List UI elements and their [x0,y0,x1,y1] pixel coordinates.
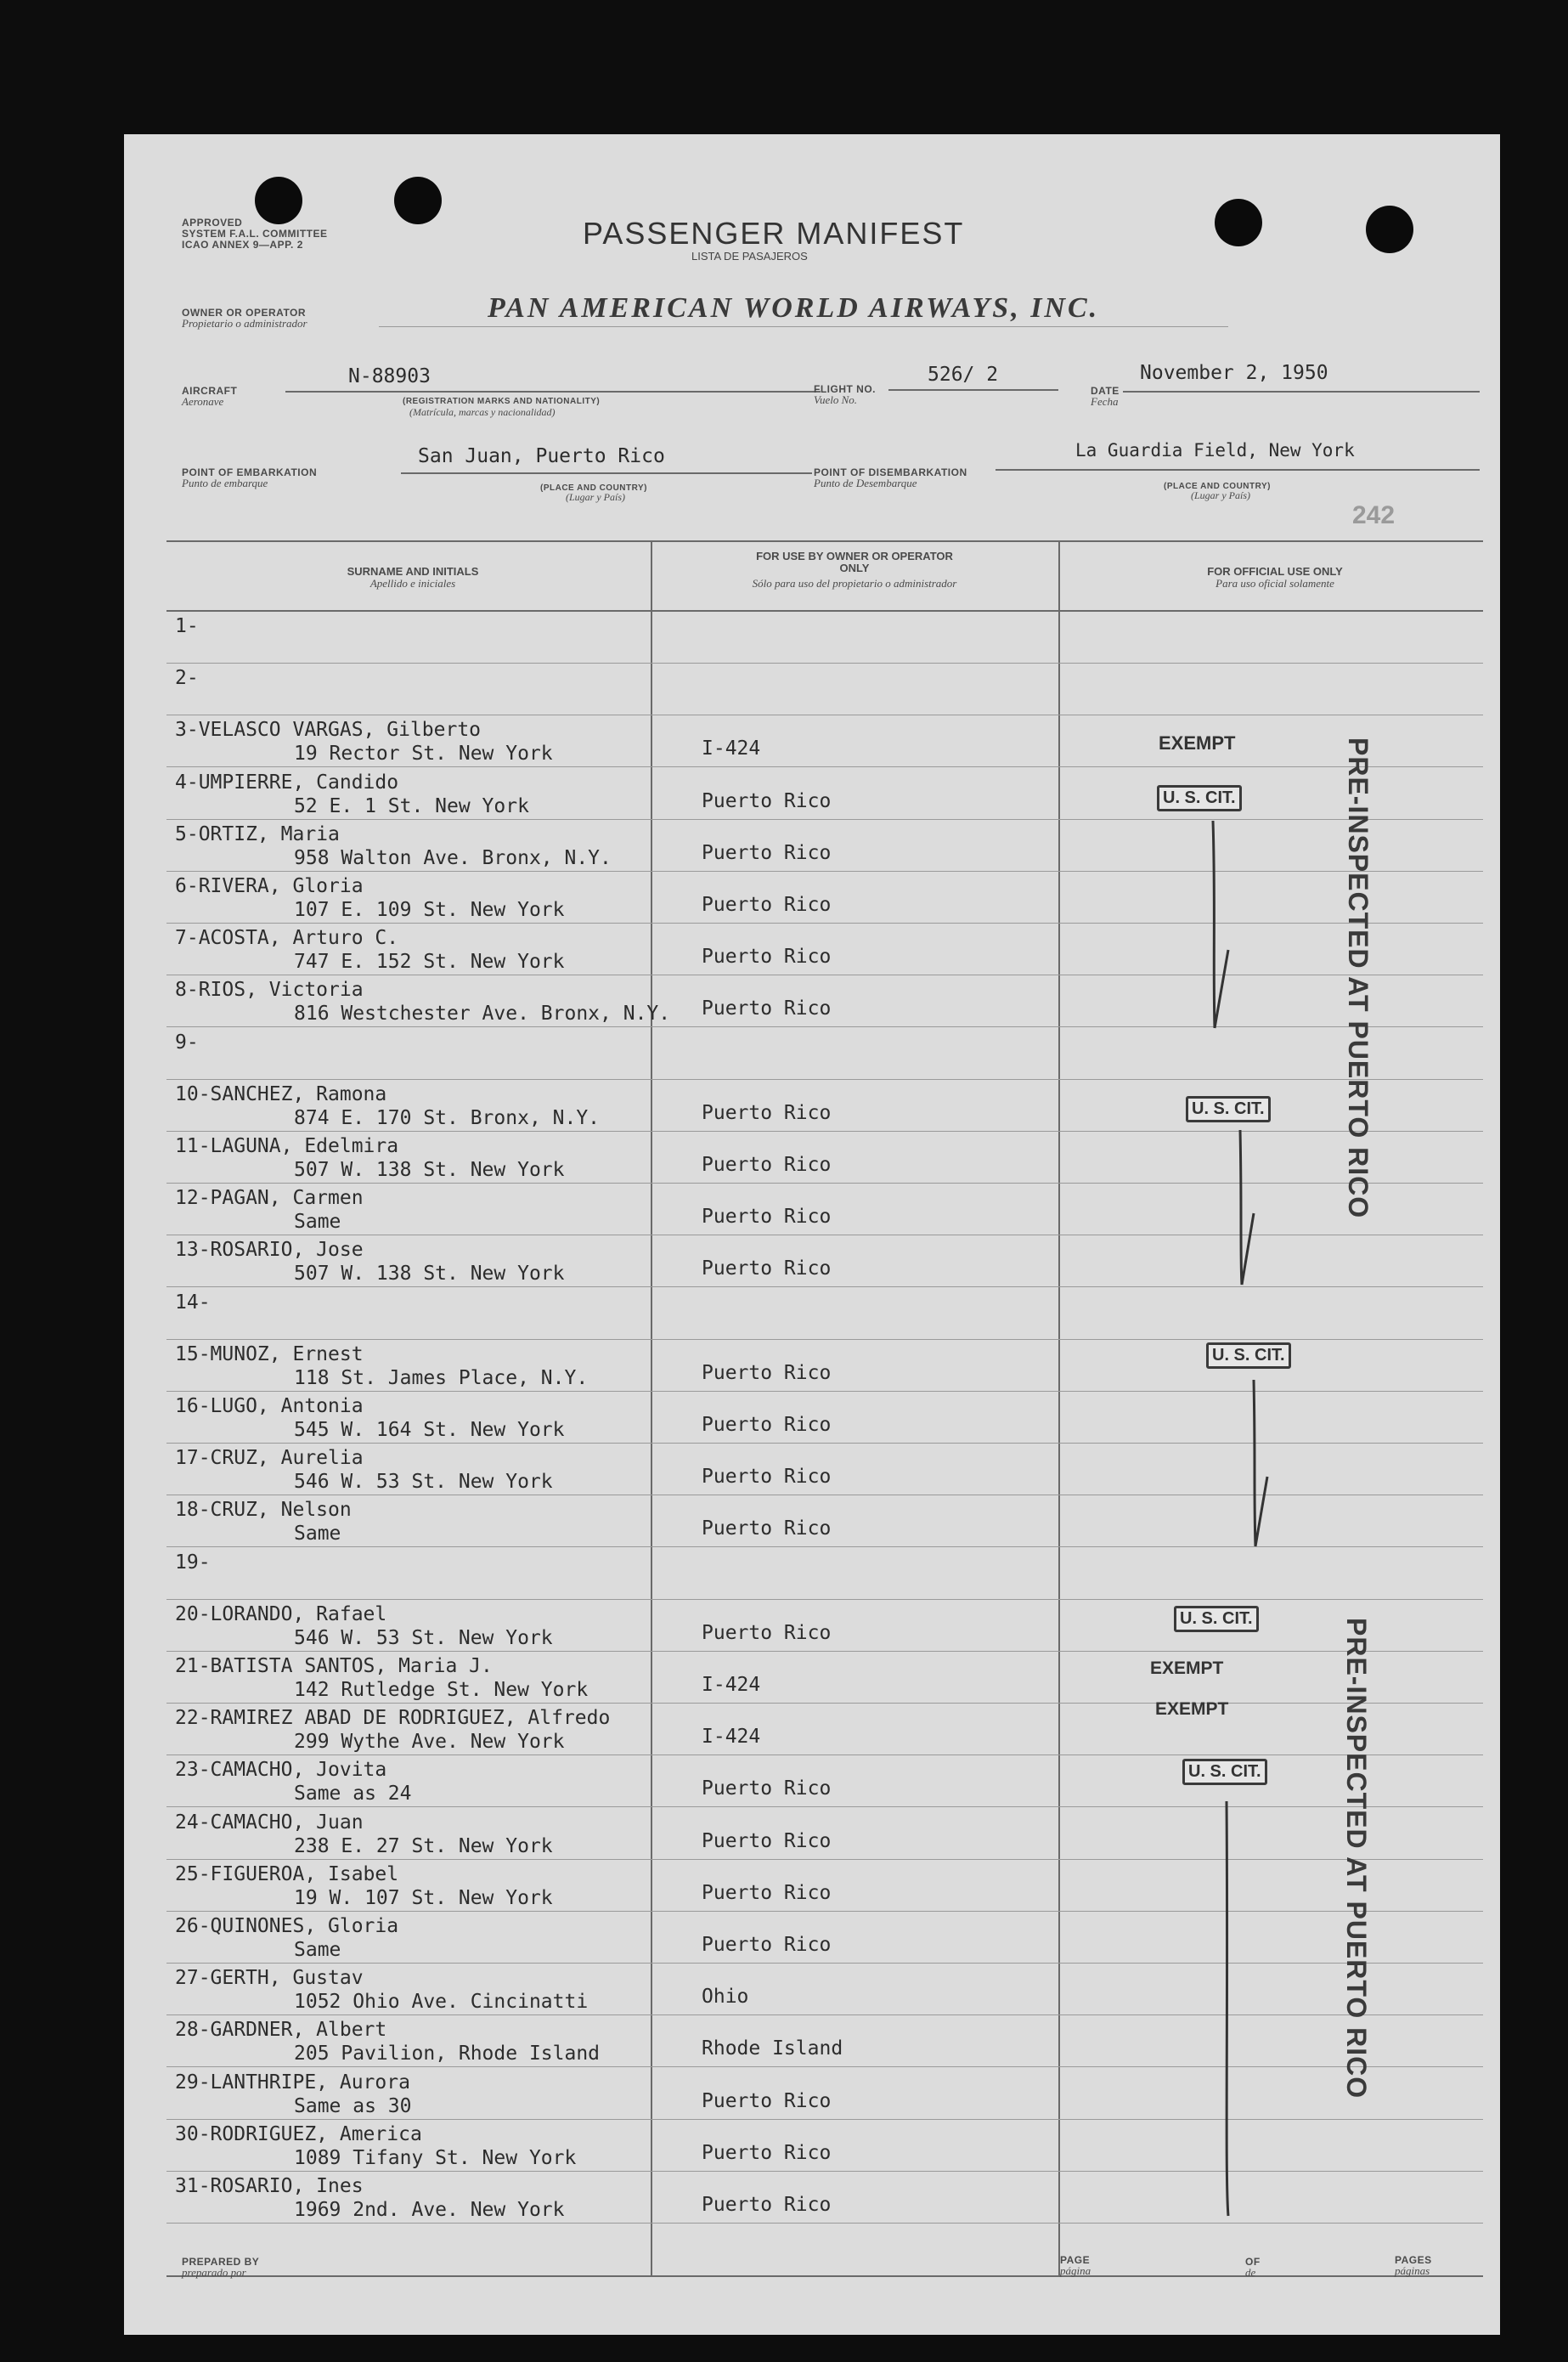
owner-label-es: Propietario o administrador [182,317,307,330]
page-label: PAGE [1060,2254,1091,2266]
passenger-origin: I-424 [702,1726,761,1749]
manifest-sheet [124,134,1500,2335]
aircraft-label: AIRCRAFT [182,385,238,397]
passenger-name: 5-ORTIZ, Maria [175,822,340,845]
passenger-name: 12-PAGAN, Carmen [175,1187,364,1210]
registration-label: (REGISTRATION MARKS AND NATIONALITY) [403,397,601,406]
passenger-origin: Puerto Rico [702,1517,832,1540]
flight-label: FLIGHT NO. [814,383,876,395]
passenger-name: 20-LORANDO, Rafael [175,1602,387,1625]
passenger-name: 31-ROSARIO, Ines [175,2175,364,2197]
us-cit-stamp: U. S. CIT. [1186,1096,1271,1122]
passenger-origin: Puerto Rico [702,1466,832,1489]
pages-label-es: páginas [1395,2264,1430,2277]
table-row [124,1028,1500,1079]
disembark-label: POINT OF DISEMBARKATION [814,466,967,478]
table-row [124,1495,1500,1546]
passenger-origin: Puerto Rico [702,1777,832,1800]
embark-place-label: (PLACE AND COUNTRY) [540,483,647,493]
us-cit-stamp: U. S. CIT. [1157,785,1242,811]
column-header-official: FOR OFFICIAL USE ONLY [1207,565,1343,578]
disembark-label-es: Punto de Desembarque [814,477,917,489]
passenger-name: 23-CAMACHO, Jovita [175,1759,387,1782]
passenger-name: 1- [175,615,199,637]
passenger-origin: Puerto Rico [702,2141,832,2164]
passenger-origin: Puerto Rico [702,1206,832,1229]
table-row [124,1912,1500,1963]
aircraft-value: N-88903 [348,365,431,387]
passenger-origin: Puerto Rico [702,1934,832,1956]
column-header-name: SURNAME AND INITIALS [347,565,479,578]
passenger-origin: Puerto Rico [702,1621,832,1644]
table-row [124,1548,1500,1599]
passenger-origin: Ohio [702,1986,749,2009]
passenger-name: 21-BATISTA SANTOS, Maria J. [175,1655,493,1677]
table-row [124,2015,1500,2066]
passenger-name: 22-RAMIREZ ABAD DE RODRIGUEZ, Alfredo [175,1707,611,1730]
aircraft-label-es: Aeronave [182,395,224,408]
passenger-origin: Puerto Rico [702,1101,832,1124]
passenger-address: 142 Rutledge St. New York [294,1679,589,1701]
disembark-place-label-es: (Lugar y País) [1191,489,1250,501]
passenger-address: 1089 Tifany St. New York [294,2146,577,2169]
passenger-address: Same [294,1523,341,1545]
approved-block [182,218,328,251]
of-label: OF [1245,2256,1261,2268]
passenger-name: 8-RIOS, Victoria [175,979,364,1002]
passenger-address: 747 E. 152 St. New York [294,951,565,974]
passenger-address: 816 Westchester Ave. Bronx, N.Y. [294,1003,671,1026]
passenger-address: 19 Rector St. New York [294,743,553,766]
passenger-address: Same as 24 [294,1783,412,1805]
passenger-address: 118 St. James Place, N.Y. [294,1366,589,1389]
airline-name: PAN AMERICAN WORLD AIRWAYS, INC. [488,292,1100,324]
preinspected-stamp: PRE-INSPECTED AT PUERTO RICO [1343,737,1373,1219]
table-row [124,664,1500,715]
passenger-origin: Puerto Rico [702,789,832,812]
table-row [124,2172,1500,2223]
passenger-origin: Puerto Rico [702,1154,832,1176]
preinspected-stamp: PRE-INSPECTED AT PUERTO RICO [1341,1618,1372,2099]
column-header-official-es: Para uso oficial solamente [1215,577,1334,590]
passenger-name: 3-VELASCO VARGAS, Gilberto [175,719,482,742]
date-value: November 2, 1950 [1140,362,1328,384]
embark-label-es: Punto de embarque [182,477,268,489]
passenger-name: 25-FIGUEROA, Isabel [175,1862,399,1885]
us-cit-stamp: U. S. CIT. [1206,1342,1291,1369]
passenger-address: Same [294,1211,341,1234]
passenger-origin: Puerto Rico [702,946,832,969]
table-row [124,715,1500,766]
passenger-origin: Puerto Rico [702,2089,832,2112]
passenger-origin: Puerto Rico [702,1257,832,1280]
table-row [124,1444,1500,1495]
page-label-es: página [1060,2264,1091,2277]
pages-label: PAGES [1395,2254,1432,2266]
table-row [124,1235,1500,1286]
flight-label-es: Vuelo No. [814,393,858,406]
page-number-stamp: 242 [1352,501,1396,529]
table-row [124,1964,1500,2014]
approved-line: SYSTEM F.A.L. COMMITTEE [182,228,328,240]
table-row [124,820,1500,871]
passenger-name: 19- [175,1551,211,1574]
prepared-label: PREPARED BY [182,2256,260,2268]
registration-label-es: (Matrícula, marcas y nacionalidad) [409,406,556,418]
passenger-name: 4-UMPIERRE, Candido [175,771,399,794]
passenger-name: 2- [175,667,199,690]
passenger-address: 205 Pavilion, Rhode Island [294,2043,601,2065]
passenger-address: Same as 30 [294,2094,412,2117]
table-row [124,1808,1500,1859]
passenger-address: 546 W. 53 St. New York [294,1471,553,1494]
passenger-name: 14- [175,1291,211,1314]
table-row [124,1755,1500,1806]
table-row [124,975,1500,1026]
table-row [124,2120,1500,2171]
passenger-address: 545 W. 164 St. New York [294,1419,565,1441]
passenger-origin: Puerto Rico [702,894,832,916]
passenger-address: 19 W. 107 St. New York [294,1886,553,1909]
table-row [124,1340,1500,1391]
passenger-address: 107 E. 109 St. New York [294,899,565,921]
column-header-owner: FOR USE BY OWNER OR OPERATOR ONLY [756,550,953,574]
disembark-place-label: (PLACE AND COUNTRY) [1164,482,1271,491]
passenger-origin: Puerto Rico [702,1829,832,1852]
table-row [124,768,1500,819]
column-header-owner-es: Sólo para uso del propietario o administrador [752,577,957,590]
passenger-name: 16-LUGO, Antonia [175,1395,364,1417]
passenger-name: 29-LANTHRIPE, Aurora [175,2071,410,2094]
passenger-name: 17-CRUZ, Aurelia [175,1447,364,1470]
us-cit-stamp: U. S. CIT. [1174,1606,1259,1632]
passenger-origin: Puerto Rico [702,1361,832,1384]
prepared-label-es: preparado por [182,2266,246,2279]
passenger-origin: Puerto Rico [702,841,832,864]
passenger-name: 6-RIVERA, Gloria [175,875,364,897]
passenger-origin: I-424 [702,1674,761,1696]
date-label: DATE [1091,385,1120,397]
approved-line: APPROVED [182,217,243,229]
passenger-origin: Puerto Rico [702,1414,832,1436]
table-row [124,872,1500,923]
page-subtitle: LISTA DE PASAJEROS [691,250,808,263]
passenger-origin: Puerto Rico [702,2194,832,2216]
passenger-name: 7-ACOSTA, Arturo C. [175,927,399,950]
passenger-origin: I-424 [702,737,761,760]
date-label-es: Fecha [1091,395,1119,408]
passenger-address: Same [294,1939,341,1961]
passenger-origin: Puerto Rico [702,997,832,1020]
table-row [124,924,1500,975]
disembark-value: La Guardia Field, New York [1075,440,1355,461]
embark-value: San Juan, Puerto Rico [418,445,665,467]
passenger-address: 1052 Ohio Ave. Cincinatti [294,1991,589,2014]
passenger-name: 9- [175,1031,199,1054]
table-row [124,1132,1500,1183]
passenger-name: 27-GERTH, Gustav [175,1967,364,1990]
column-header-name-es: Apellido e iniciales [369,577,456,590]
table-row [124,1860,1500,1911]
approved-line: ICAO ANNEX 9—APP. 2 [182,239,303,251]
page-title: PASSENGER MANIFEST [583,216,965,251]
passenger-address: 52 E. 1 St. New York [294,794,529,817]
us-cit-stamp: U. S. CIT. [1182,1759,1267,1785]
passenger-origin: Rhode Island [702,2037,843,2060]
passenger-name: 24-CAMACHO, Juan [175,1811,364,1834]
owner-label: OWNER OR OPERATOR [182,307,307,319]
passenger-address: 507 W. 138 St. New York [294,1263,565,1286]
passenger-address: 238 E. 27 St. New York [294,1834,553,1857]
punch-hole [1215,199,1262,246]
passenger-name: 18-CRUZ, Nelson [175,1499,352,1522]
passenger-name: 30-RODRIGUEZ, America [175,2122,422,2145]
of-label-es: de [1245,2266,1256,2279]
passenger-address: 874 E. 170 St. Bronx, N.Y. [294,1106,601,1129]
table-row [124,2068,1500,2119]
passenger-name: 10-SANCHEZ, Ramona [175,1082,387,1105]
passenger-address: 546 W. 53 St. New York [294,1626,553,1649]
table-row [124,1080,1500,1131]
punch-hole [1366,206,1413,253]
table-row [124,1704,1500,1755]
passenger-address: 1969 2nd. Ave. New York [294,2199,565,2221]
exempt-stamp: EXEMPT [1155,1699,1229,1719]
table-row [124,612,1500,663]
flight-number: 526/ 2 [928,364,999,386]
exempt-stamp: EXEMPT [1150,1658,1224,1678]
punch-hole [394,177,442,224]
table-row [124,1600,1500,1651]
embark-label: POINT OF EMBARKATION [182,466,318,478]
passenger-address: 299 Wythe Ave. New York [294,1731,565,1754]
passenger-origin: Puerto Rico [702,1881,832,1904]
table-row [124,1392,1500,1443]
passenger-name: 28-GARDNER, Albert [175,2019,387,2042]
exempt-stamp: EXEMPT [1159,732,1236,754]
passenger-name: 26-QUINONES, Gloria [175,1915,399,1937]
table-row [124,1184,1500,1235]
passenger-address: 507 W. 138 St. New York [294,1159,565,1181]
passenger-address: 958 Walton Ave. Bronx, N.Y. [294,846,612,869]
passenger-name: 11-LAGUNA, Edelmira [175,1135,399,1157]
table-row [124,1652,1500,1703]
passenger-name: 13-ROSARIO, Jose [175,1239,364,1262]
passenger-name: 15-MUNOZ, Ernest [175,1342,364,1365]
table-row [124,1288,1500,1339]
embark-place-label-es: (Lugar y País) [566,491,625,503]
